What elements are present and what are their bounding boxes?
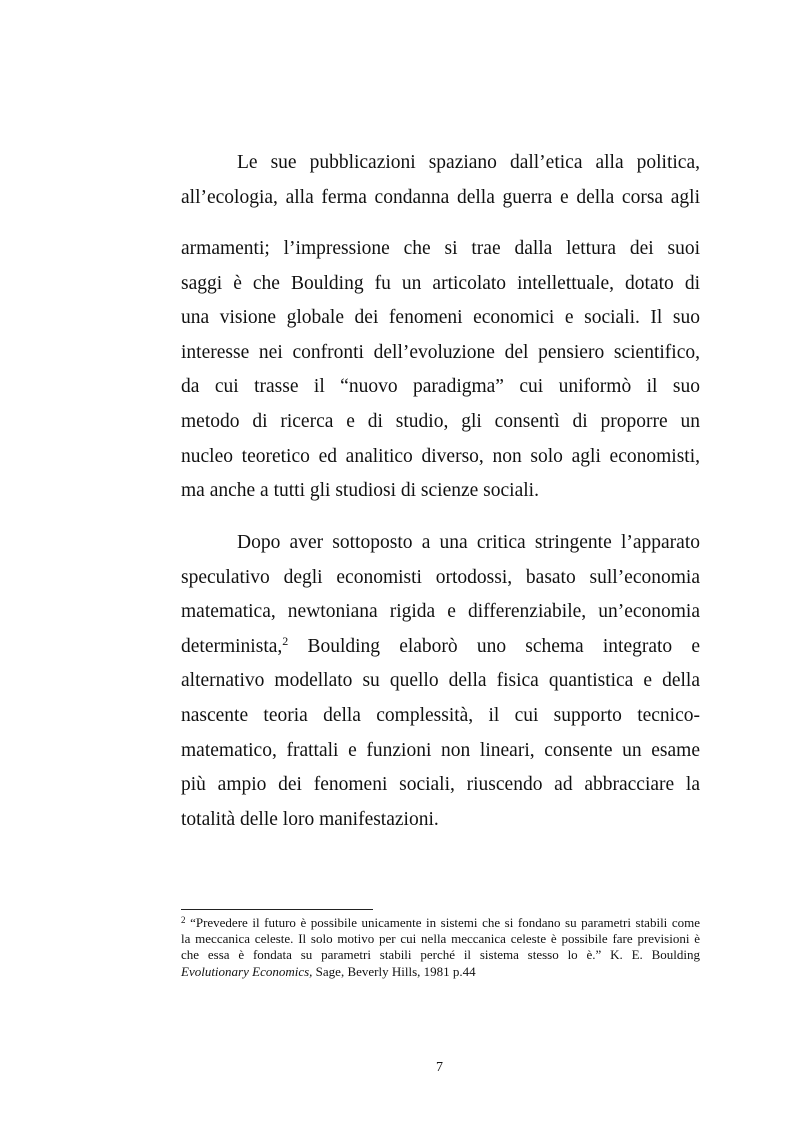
footnote-separator [181, 909, 373, 910]
paragraph-2 [181, 526, 700, 837]
paragraph-1-line-1: Le sue pubblicazioni spaziano dall’etica alla politica, [237, 152, 700, 173]
paragraph-1-line-4: saggi è che Boulding fu un articolato intellettuale, dotato di [181, 272, 700, 294]
footnote-book-title: Evolutionary Economics, [181, 963, 313, 979]
paragraph-1-line-5: una visione globale dei fenomeni economici e sociali. Il suo [181, 307, 700, 329]
paragraph-2-line-4 [181, 630, 700, 665]
page-number: 7 [436, 1060, 443, 1075]
paragraph-2-line-7: matematico, frattali e funzioni non lineari, consente un esame [181, 739, 700, 761]
paragraph-2-line-9: totalità delle loro manifestazioni. [181, 808, 439, 830]
paragraph-1 [181, 146, 700, 215]
paragraph-1-line-8: metodo di ricerca e di studio, gli consentì di proporre un [181, 410, 700, 432]
paragraph-1-line-10: ma anche a tutti gli studiosi di scienze sociali. [181, 480, 539, 502]
paragraph-1-line-7: da cui trasse il “nuovo paradigma” cui uniformò il suo [181, 376, 700, 398]
paragraph-2-line-2: speculativo degli economisti ortodossi, basato sull’economia [181, 566, 700, 588]
footnote-number: 2 [181, 915, 186, 925]
paragraph-1-line-2: all’ecologia, alla ferma condanna della guerra e della corsa agli [181, 186, 700, 208]
footnote-line-1-text: “Prevedere il futuro è possibile unicamente in sistemi che si fondano su parametri stabili come [190, 915, 700, 930]
paragraph-2-line-6: nascente teoria della complessità, il cui supporto tecnico- [181, 704, 700, 726]
paragraph-2-line-8: più ampio dei fenomeni sociali, riuscendo ad abbracciare la [181, 774, 700, 796]
footnote-line-3: che essa è fondata su parametri stabili perché il sistema stesso lo è.” K. E. Boulding [181, 947, 700, 963]
footnote-reference[interactable]: 2 [282, 633, 289, 648]
paragraph-2-line-5: alternativo modellato su quello della fisica quantistica e della [181, 670, 700, 692]
paragraph-2-line-3: matematica, newtoniana rigida e differenziabile, un’economia [181, 601, 700, 623]
paragraph-2-line-4-start: determinista, [181, 635, 283, 657]
paragraph-1-line-9: nucleo teoretico ed analitico diverso, non solo agli economisti, [181, 445, 700, 467]
footnote-citation: Sage, Beverly Hills, 1981 p.44 [312, 963, 476, 979]
paragraph-1-continued [181, 232, 700, 509]
paragraph-1-line-3: armamenti; l’impressione che si trae dalla lettura dei suoi [181, 238, 700, 259]
footnote-line-2: la meccanica celeste. Il solo motivo per cui nella meccanica celeste è possibile fare previsioni è [181, 931, 700, 947]
footnote [181, 915, 700, 980]
paragraph-1-line-6: interesse nei confronti dell’evoluzione del pensiero scientifico, [181, 341, 700, 363]
paragraph-2-line-4-end: Boulding elaborò uno schema integrato e [307, 635, 701, 657]
footnote-line-4 [181, 964, 700, 980]
footnote-line-1 [181, 915, 700, 931]
paragraph-2-line-1: Dopo aver sottoposto a una critica stringente l’apparato [237, 532, 700, 553]
